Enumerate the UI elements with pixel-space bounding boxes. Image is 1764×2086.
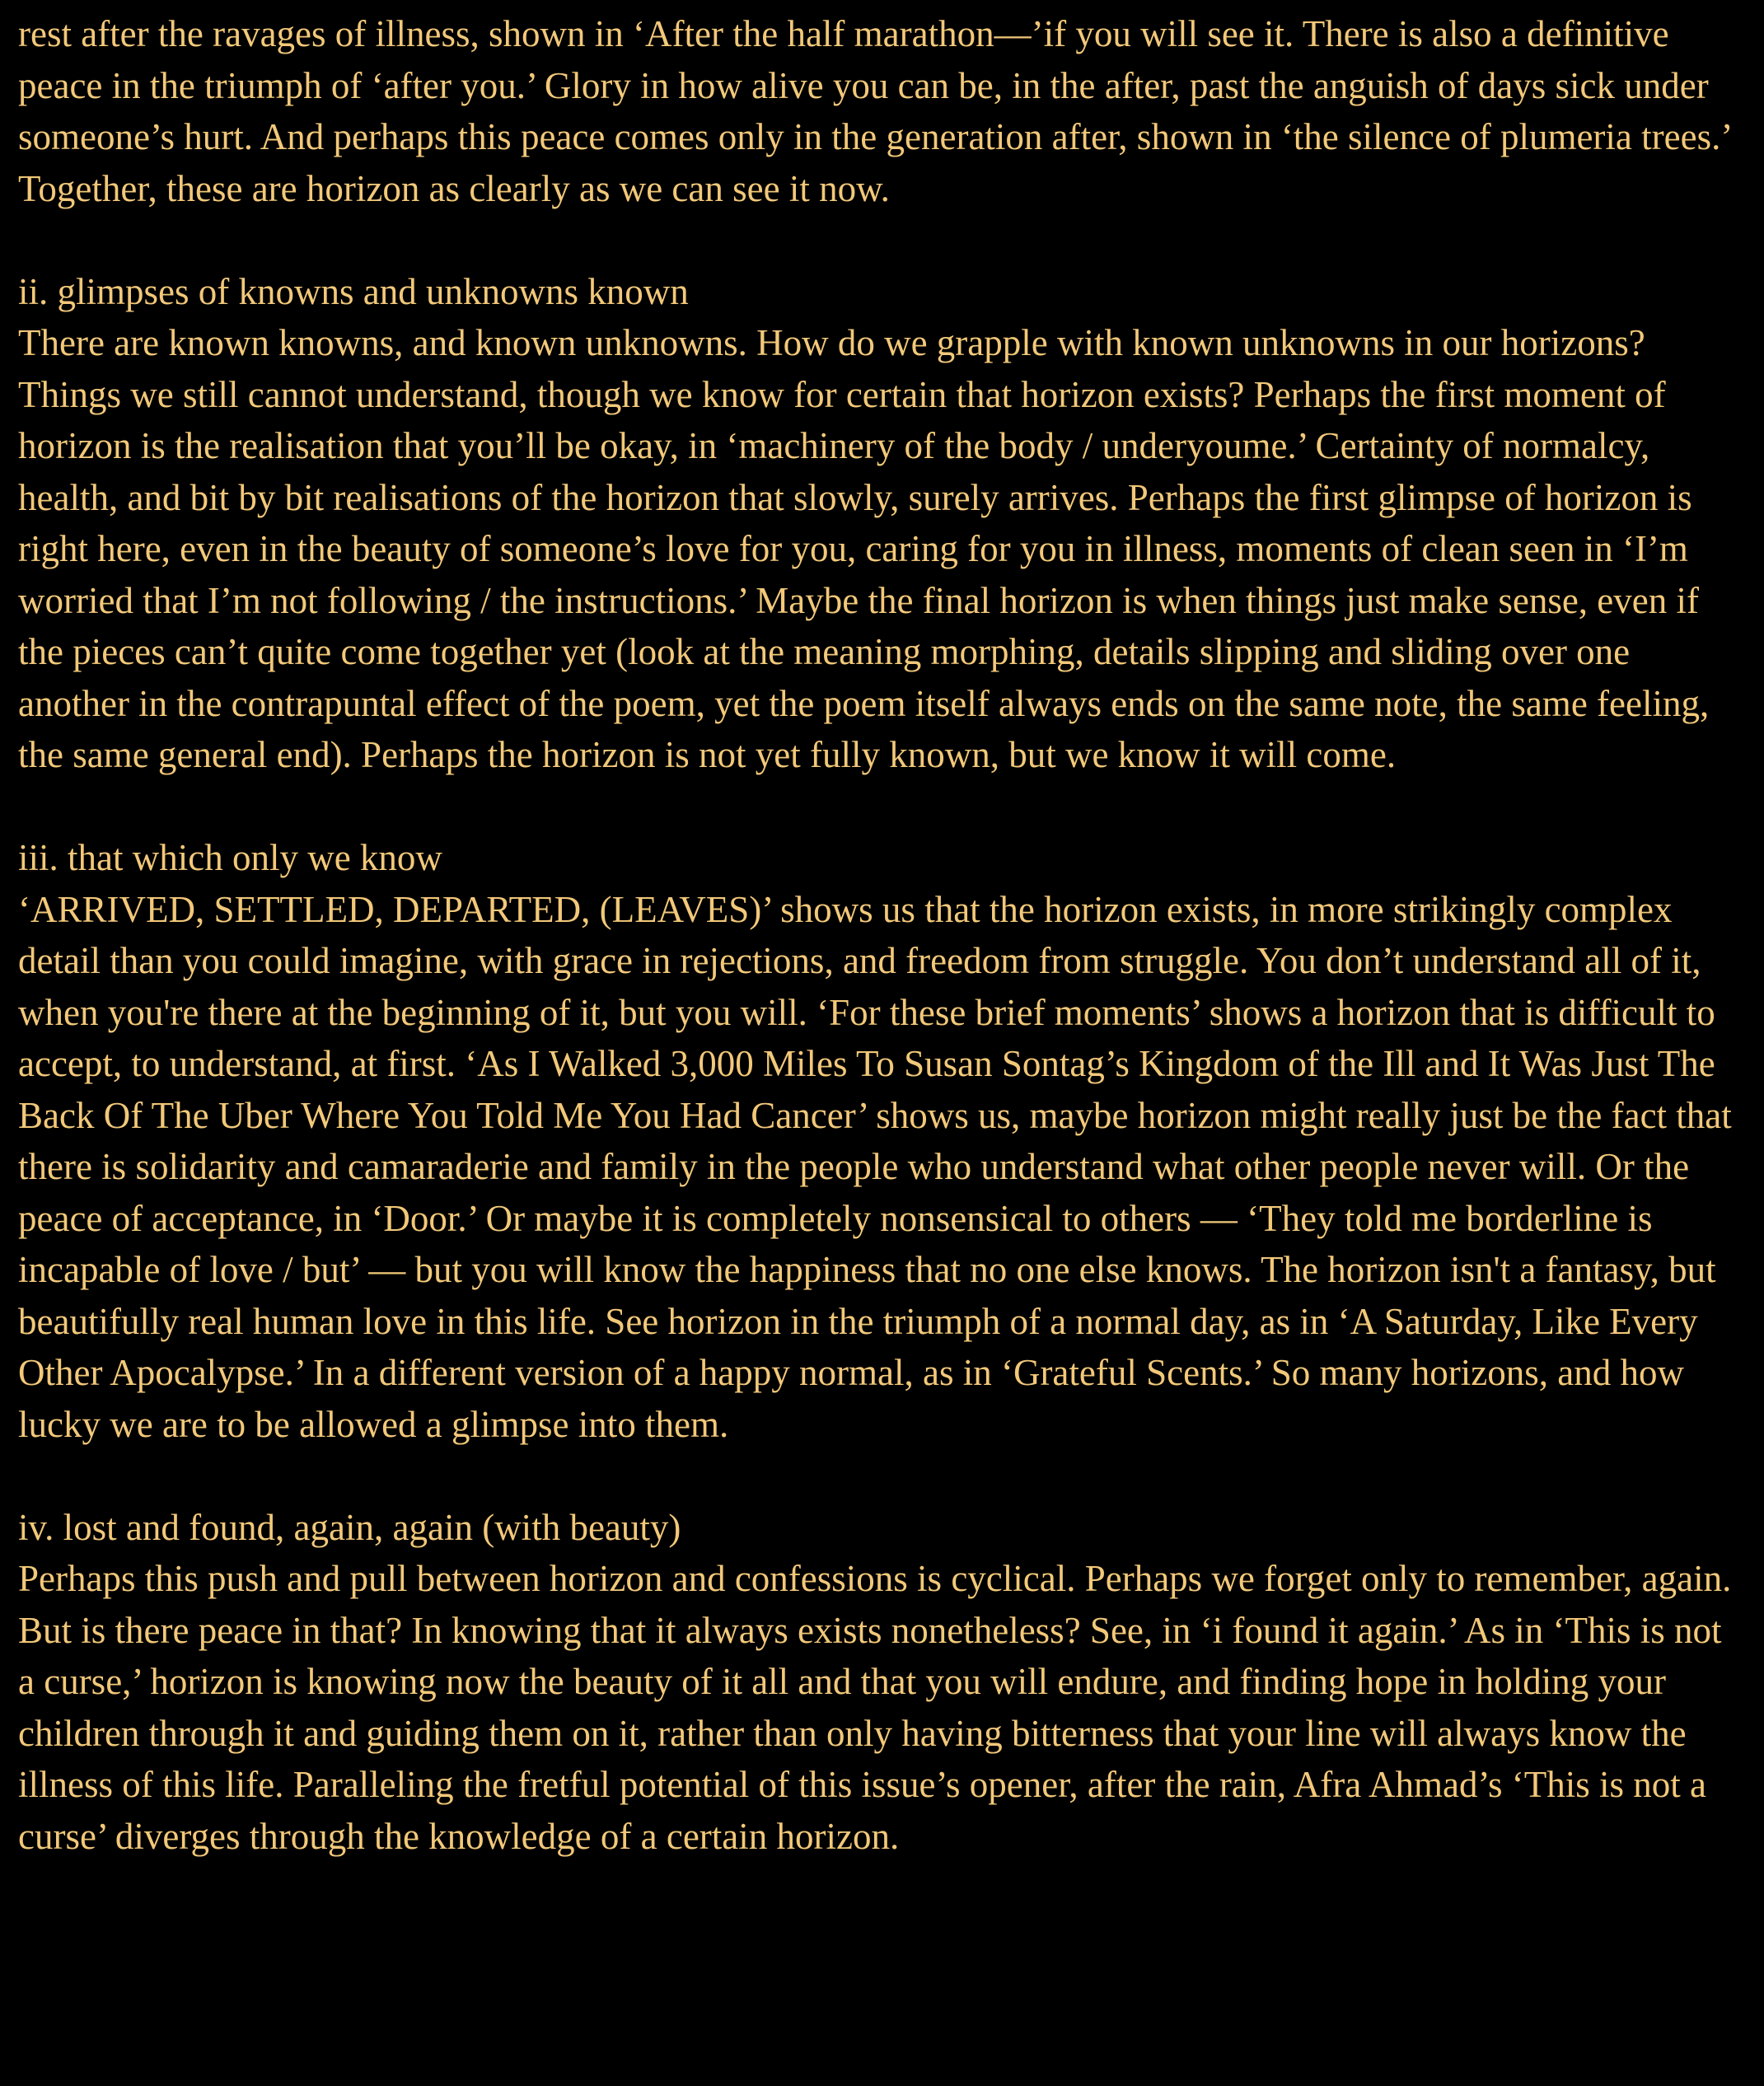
section-heading: iv. lost and found, again, again (with beauty) [18, 1506, 681, 1548]
intro-paragraph: rest after the ravages of illness, shown in ‘After the half marathon—’if you will see it. There is also a definitive peace in the triumph of ‘after you.’ Glory in how alive you can be, in the after, past the anguish of days sick under someone’s hurt. And perhaps this peace comes only in the generation after, shown in ‘the silence of plumeria trees.’ Together, these are horizon as clearly as we can see it now. [18, 13, 1730, 209]
section-paragraph: ‘ARRIVED, SETTLED, DEPARTED, (LEAVES)’ shows us that the horizon exists, in more strikingly complex detail than you could imagine, with grace in rejections, and freedom from struggle. You don’t understand all of it, when you're there at the beginning of it, but you will. ‘For these brief moments’ shows a horizon that is difficult to accept, to understand, at first. ‘As I Walked 3,000 Miles To Susan Sontag’s Kingdom of the Ill and It Was Just The Back Of The Uber Where You Told Me You Had Cancer’ shows us, maybe horizon might really just be the fact that there is solidarity and camaraderie and family in the people who understand what other people never will. Or the peace of acceptance, in ‘Door.’ Or maybe it is completely nonsensical to others — ‘They told me borderline is incapable of love / but’ — but you will know the happiness that no one else knows. The horizon isn't a fantasy, but beautifully real human love in this life. See horizon in the triumph of a normal day, as in ‘A Saturday, Like Every Other Apocalypse.’ In a different version of a happy normal, as in ‘Grateful Scents.’ So many horizons, and how lucky we are to be allowed a glimpse into them. [18, 888, 1732, 1445]
section-iii [18, 832, 1744, 1450]
section-heading: iii. that which only we know [18, 837, 442, 878]
intro-paragraph-block [18, 8, 1744, 214]
section-paragraph: There are known knowns, and known unknowns. How do we grapple with known unknowns in our horizons? Things we still cannot understand, though we know for certain that horizon exists? Perhaps the first moment of horizon is the realisation that you’ll be okay, in ‘machinery of the body / underyoume.’ Certainty of normalcy, health, and bit by bit realisations of the horizon that slowly, surely arrives. Perhaps the first glimpse of horizon is right here, even in the beauty of someone’s love for you, caring for you in illness, moments of clean seen in ‘I’m worried that I’m not following / the instructions.’ Maybe the final horizon is when things just make sense, even if the pieces can’t quite come together yet (look at the meaning morphing, details slipping and sliding over one another in the contrapuntal effect of the poem, yet the poem itself always ends on the same note, the same feeling, the same general end). Perhaps the horizon is not yet fully known, but we know it will come. [18, 322, 1710, 775]
section-paragraph: Perhaps this push and pull between horizon and confessions is cyclical. Perhaps we forget only to remember, again. But is there peace in that? In knowing that it always exists nonetheless? See, in ‘i found it again.’ As in ‘This is not a curse,’ horizon is knowing now the beauty of it all and that you will endure, and finding hope in holding your children through it and guiding them on it, rather than only having bitterness that your line will always know the illness of this life. Paralleling the fretful potential of this issue’s opener, after the rain, Afra Ahmad’s ‘This is not a curse’ diverges through the knowledge of a certain horizon. [18, 1558, 1732, 1857]
section-heading: ii. glimpses of knowns and unknowns known [18, 270, 689, 312]
section-ii [18, 266, 1744, 781]
section-iv [18, 1502, 1744, 1863]
